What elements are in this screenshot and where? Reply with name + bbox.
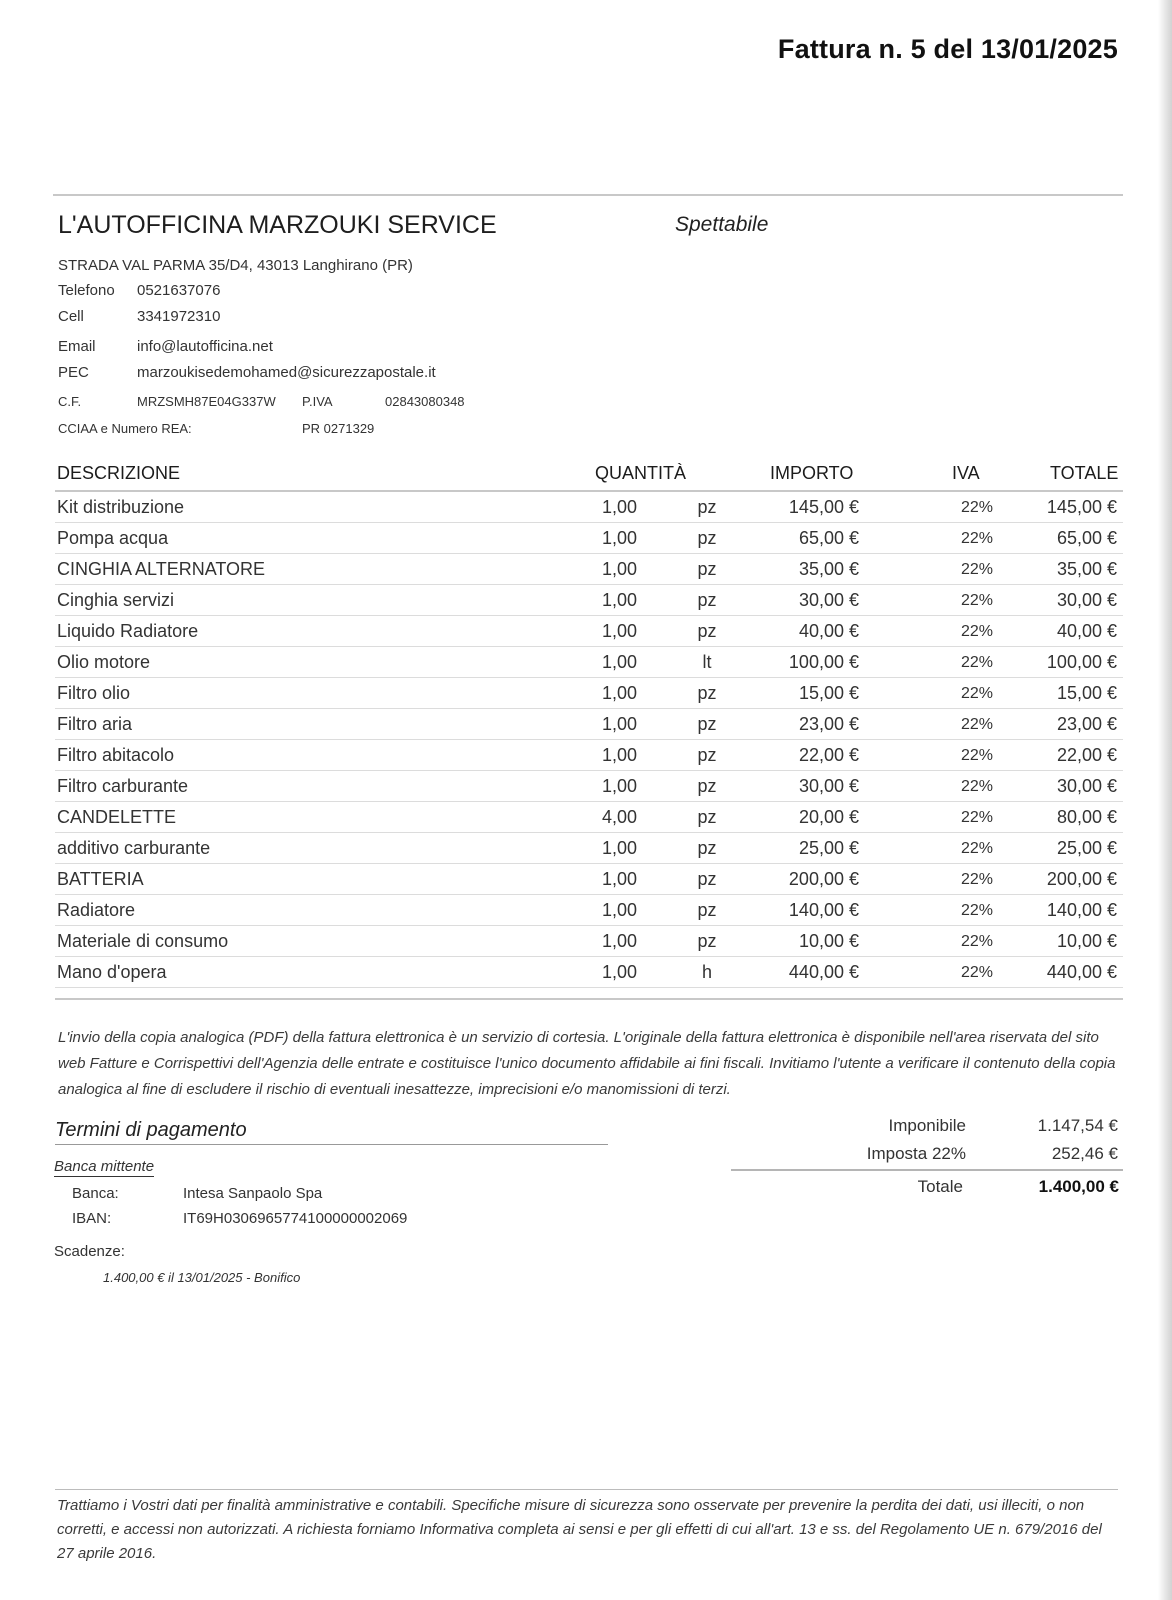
tax-label: Imposta 22% xyxy=(866,1144,966,1163)
item-vat: 22% xyxy=(960,840,994,857)
col-header-total: TOTALE xyxy=(1050,463,1119,483)
item-description: Cinghia servizi xyxy=(57,590,175,610)
item-vat: 22% xyxy=(960,964,994,981)
item-amount: 30,00 € xyxy=(798,590,859,610)
item-description: Filtro olio xyxy=(57,683,131,703)
item-quantity: 4,00 xyxy=(601,807,637,827)
item-total: 10,00 € xyxy=(1056,931,1117,951)
item-quantity: 1,00 xyxy=(601,776,637,796)
item-amount: 25,00 € xyxy=(798,838,859,858)
item-vat: 22% xyxy=(960,592,994,609)
item-amount: 145,00 € xyxy=(788,497,859,517)
item-vat: 22% xyxy=(960,902,994,919)
item-quantity: 1,00 xyxy=(601,559,637,579)
iban-value: IT69H0306965774100000002069 xyxy=(183,1210,408,1227)
item-vat: 22% xyxy=(960,933,994,950)
item-unit: pz xyxy=(697,683,717,703)
item-description: Filtro carburante xyxy=(57,776,189,796)
item-unit: pz xyxy=(697,559,717,579)
items-table-body xyxy=(55,492,1123,988)
item-unit: pz xyxy=(697,931,717,951)
item-quantity: 1,00 xyxy=(601,528,637,548)
rea-value: PR 0271329 xyxy=(302,421,375,436)
item-description: BATTERIA xyxy=(57,869,144,889)
page-edge-shadow xyxy=(1158,0,1172,1600)
phone-label: Telefono xyxy=(58,282,115,299)
iban-label: IBAN: xyxy=(72,1210,112,1227)
item-amount: 140,00 € xyxy=(788,900,859,920)
item-quantity: 1,00 xyxy=(601,683,637,703)
pec-value: marzoukisedemohamed@sicurezzapostale.it xyxy=(137,364,436,381)
rea-label: CCIAA e Numero REA: xyxy=(58,421,192,436)
item-description: CANDELETTE xyxy=(57,807,177,827)
item-unit: pz xyxy=(697,497,717,517)
item-description: Mano d'opera xyxy=(57,962,167,982)
item-amount: 100,00 € xyxy=(788,652,859,672)
table-row xyxy=(55,523,1123,554)
cf-label: C.F. xyxy=(58,394,82,409)
item-unit: pz xyxy=(697,838,717,858)
item-unit: pz xyxy=(697,807,717,827)
cell-value: 3341972310 xyxy=(137,308,221,325)
table-row xyxy=(55,771,1123,802)
item-vat: 22% xyxy=(960,623,994,640)
item-description: Pompa acqua xyxy=(57,528,169,548)
item-total: 30,00 € xyxy=(1056,590,1117,610)
total-value: 1.400,00 € xyxy=(1038,1177,1119,1196)
item-unit: pz xyxy=(697,590,717,610)
item-quantity: 1,00 xyxy=(601,497,637,517)
item-vat: 22% xyxy=(960,561,994,578)
item-amount: 65,00 € xyxy=(798,528,859,548)
item-total: 40,00 € xyxy=(1056,621,1117,641)
item-amount: 20,00 € xyxy=(798,807,859,827)
item-quantity: 1,00 xyxy=(601,838,637,858)
item-description: Radiatore xyxy=(57,900,136,920)
item-vat: 22% xyxy=(960,778,994,795)
total-label: Totale xyxy=(917,1177,963,1196)
company-name: L'AUTOFFICINA MARZOUKI SERVICE xyxy=(58,211,497,239)
taxable-label: Imponibile xyxy=(888,1116,966,1135)
bank-sender-label: Banca mittente xyxy=(54,1158,155,1175)
item-total: 22,00 € xyxy=(1056,745,1117,765)
item-unit: pz xyxy=(697,776,717,796)
summary-divider xyxy=(731,1169,1123,1171)
item-total: 65,00 € xyxy=(1056,528,1117,548)
bank-label: Banca: xyxy=(72,1185,119,1202)
col-header-amount: IMPORTO xyxy=(770,463,854,483)
item-quantity: 1,00 xyxy=(601,714,637,734)
item-quantity: 1,00 xyxy=(601,652,637,672)
item-vat: 22% xyxy=(960,499,994,516)
table-row xyxy=(55,957,1123,988)
item-vat: 22% xyxy=(960,747,994,764)
item-total: 30,00 € xyxy=(1056,776,1117,796)
item-description: Filtro abitacolo xyxy=(57,745,175,765)
item-description: CINGHIA ALTERNATORE xyxy=(57,559,266,579)
due-date-item: 1.400,00 € il 13/01/2025 - Bonifico xyxy=(103,1270,301,1285)
item-amount: 35,00 € xyxy=(798,559,859,579)
item-vat: 22% xyxy=(960,871,994,888)
item-quantity: 1,00 xyxy=(601,931,637,951)
company-address: STRADA VAL PARMA 35/D4, 43013 Langhirano (PR) xyxy=(58,257,413,274)
tax-value: 252,46 € xyxy=(1051,1144,1118,1163)
item-description: additivo carburante xyxy=(57,838,211,858)
item-unit: lt xyxy=(702,652,712,672)
item-total: 23,00 € xyxy=(1056,714,1117,734)
privacy-notice: Trattiamo i Vostri dati per finalità amministrative e contabili. Specifiche misure di sicurezza sono osservate per prevenire la perdita dei dati, usi illeciti, o non corretti, e accessi non autorizzati. A richiesta forniamo Informativa completa ai sensi e per gli effetti di cui all'art. 13 e ss. del Regolamento UE n. 679/2016 del 27 aprile 2016. xyxy=(57,1497,1102,1562)
item-unit: pz xyxy=(697,621,717,641)
item-total: 100,00 € xyxy=(1046,652,1117,672)
pec-label: PEC xyxy=(58,364,89,381)
item-unit: pz xyxy=(697,528,717,548)
taxable-value: 1.147,54 € xyxy=(1037,1116,1118,1135)
cell-label: Cell xyxy=(58,308,84,325)
col-header-description: DESCRIZIONE xyxy=(57,463,181,483)
table-row xyxy=(55,895,1123,926)
payment-terms-divider xyxy=(55,1144,608,1145)
pdf-copy-disclaimer: L'invio della copia analogica (PDF) della fattura elettronica è un servizio di cortesia. L'originale della fattura elettronica è disponibile nell'area riservata del sito web Fatture e Corrispettivi dell'Agenzia delle entrate e costituisce l'unico documento affidabile ai fini fiscali. Invitiamo l'utente a verificare il contenuto della copia analogica al fine di escludere il rischio di eventuali inesattezze, imprecisioni e/o manomissioni di terzi. xyxy=(58,1029,1116,1098)
email-label: Email xyxy=(58,338,96,355)
item-unit: h xyxy=(701,962,712,982)
table-row xyxy=(55,802,1123,833)
item-amount: 10,00 € xyxy=(798,931,859,951)
item-total: 145,00 € xyxy=(1046,497,1117,517)
piva-label: P.IVA xyxy=(302,394,333,409)
item-amount: 30,00 € xyxy=(798,776,859,796)
item-amount: 22,00 € xyxy=(798,745,859,765)
item-vat: 22% xyxy=(960,809,994,826)
footer-divider xyxy=(55,1489,1118,1490)
payment-terms-title: Termini di pagamento xyxy=(55,1119,247,1141)
table-bottom-divider xyxy=(55,998,1123,1000)
table-row xyxy=(55,492,1123,523)
item-description: Filtro aria xyxy=(57,714,133,734)
header-divider xyxy=(53,194,1123,196)
table-row xyxy=(55,647,1123,678)
table-row xyxy=(55,554,1123,585)
item-total: 25,00 € xyxy=(1056,838,1117,858)
item-vat: 22% xyxy=(960,654,994,671)
table-row xyxy=(55,616,1123,647)
item-quantity: 1,00 xyxy=(601,900,637,920)
item-description: Liquido Radiatore xyxy=(57,621,199,641)
item-description: Materiale di consumo xyxy=(57,931,229,951)
table-row xyxy=(55,864,1123,895)
col-header-quantity: QUANTITÀ xyxy=(595,463,687,483)
cf-value: MRZSMH87E04G337W xyxy=(137,394,276,409)
item-unit: pz xyxy=(697,900,717,920)
item-amount: 15,00 € xyxy=(798,683,859,703)
item-amount: 440,00 € xyxy=(788,962,859,982)
item-vat: 22% xyxy=(960,716,994,733)
item-unit: pz xyxy=(697,869,717,889)
bank-value: Intesa Sanpaolo Spa xyxy=(183,1185,323,1202)
table-row xyxy=(55,709,1123,740)
item-quantity: 1,00 xyxy=(601,621,637,641)
table-row xyxy=(55,740,1123,771)
due-dates-label: Scadenze: xyxy=(54,1243,125,1260)
table-row xyxy=(55,678,1123,709)
invoice-title: Fattura n. 5 del 13/01/2025 xyxy=(777,34,1118,64)
recipient-label: Spettabile xyxy=(675,213,769,236)
item-unit: pz xyxy=(697,745,717,765)
piva-value: 02843080348 xyxy=(385,394,465,409)
item-amount: 23,00 € xyxy=(798,714,859,734)
email-value: info@lautofficina.net xyxy=(137,338,273,355)
item-vat: 22% xyxy=(960,685,994,702)
item-total: 440,00 € xyxy=(1046,962,1117,982)
item-total: 80,00 € xyxy=(1056,807,1117,827)
phone-value: 0521637076 xyxy=(137,282,221,299)
item-total: 15,00 € xyxy=(1056,683,1117,703)
item-quantity: 1,00 xyxy=(601,745,637,765)
item-description: Kit distribuzione xyxy=(57,497,185,517)
item-amount: 40,00 € xyxy=(798,621,859,641)
item-total: 35,00 € xyxy=(1056,559,1117,579)
item-total: 140,00 € xyxy=(1046,900,1117,920)
item-quantity: 1,00 xyxy=(601,962,637,982)
item-total: 200,00 € xyxy=(1046,869,1117,889)
table-row xyxy=(55,926,1123,957)
col-header-vat: IVA xyxy=(952,463,980,483)
table-row xyxy=(55,833,1123,864)
item-vat: 22% xyxy=(960,530,994,547)
table-row xyxy=(55,585,1123,616)
item-quantity: 1,00 xyxy=(601,590,637,610)
item-unit: pz xyxy=(697,714,717,734)
item-amount: 200,00 € xyxy=(788,869,859,889)
item-quantity: 1,00 xyxy=(601,869,637,889)
item-description: Olio motore xyxy=(57,652,151,672)
